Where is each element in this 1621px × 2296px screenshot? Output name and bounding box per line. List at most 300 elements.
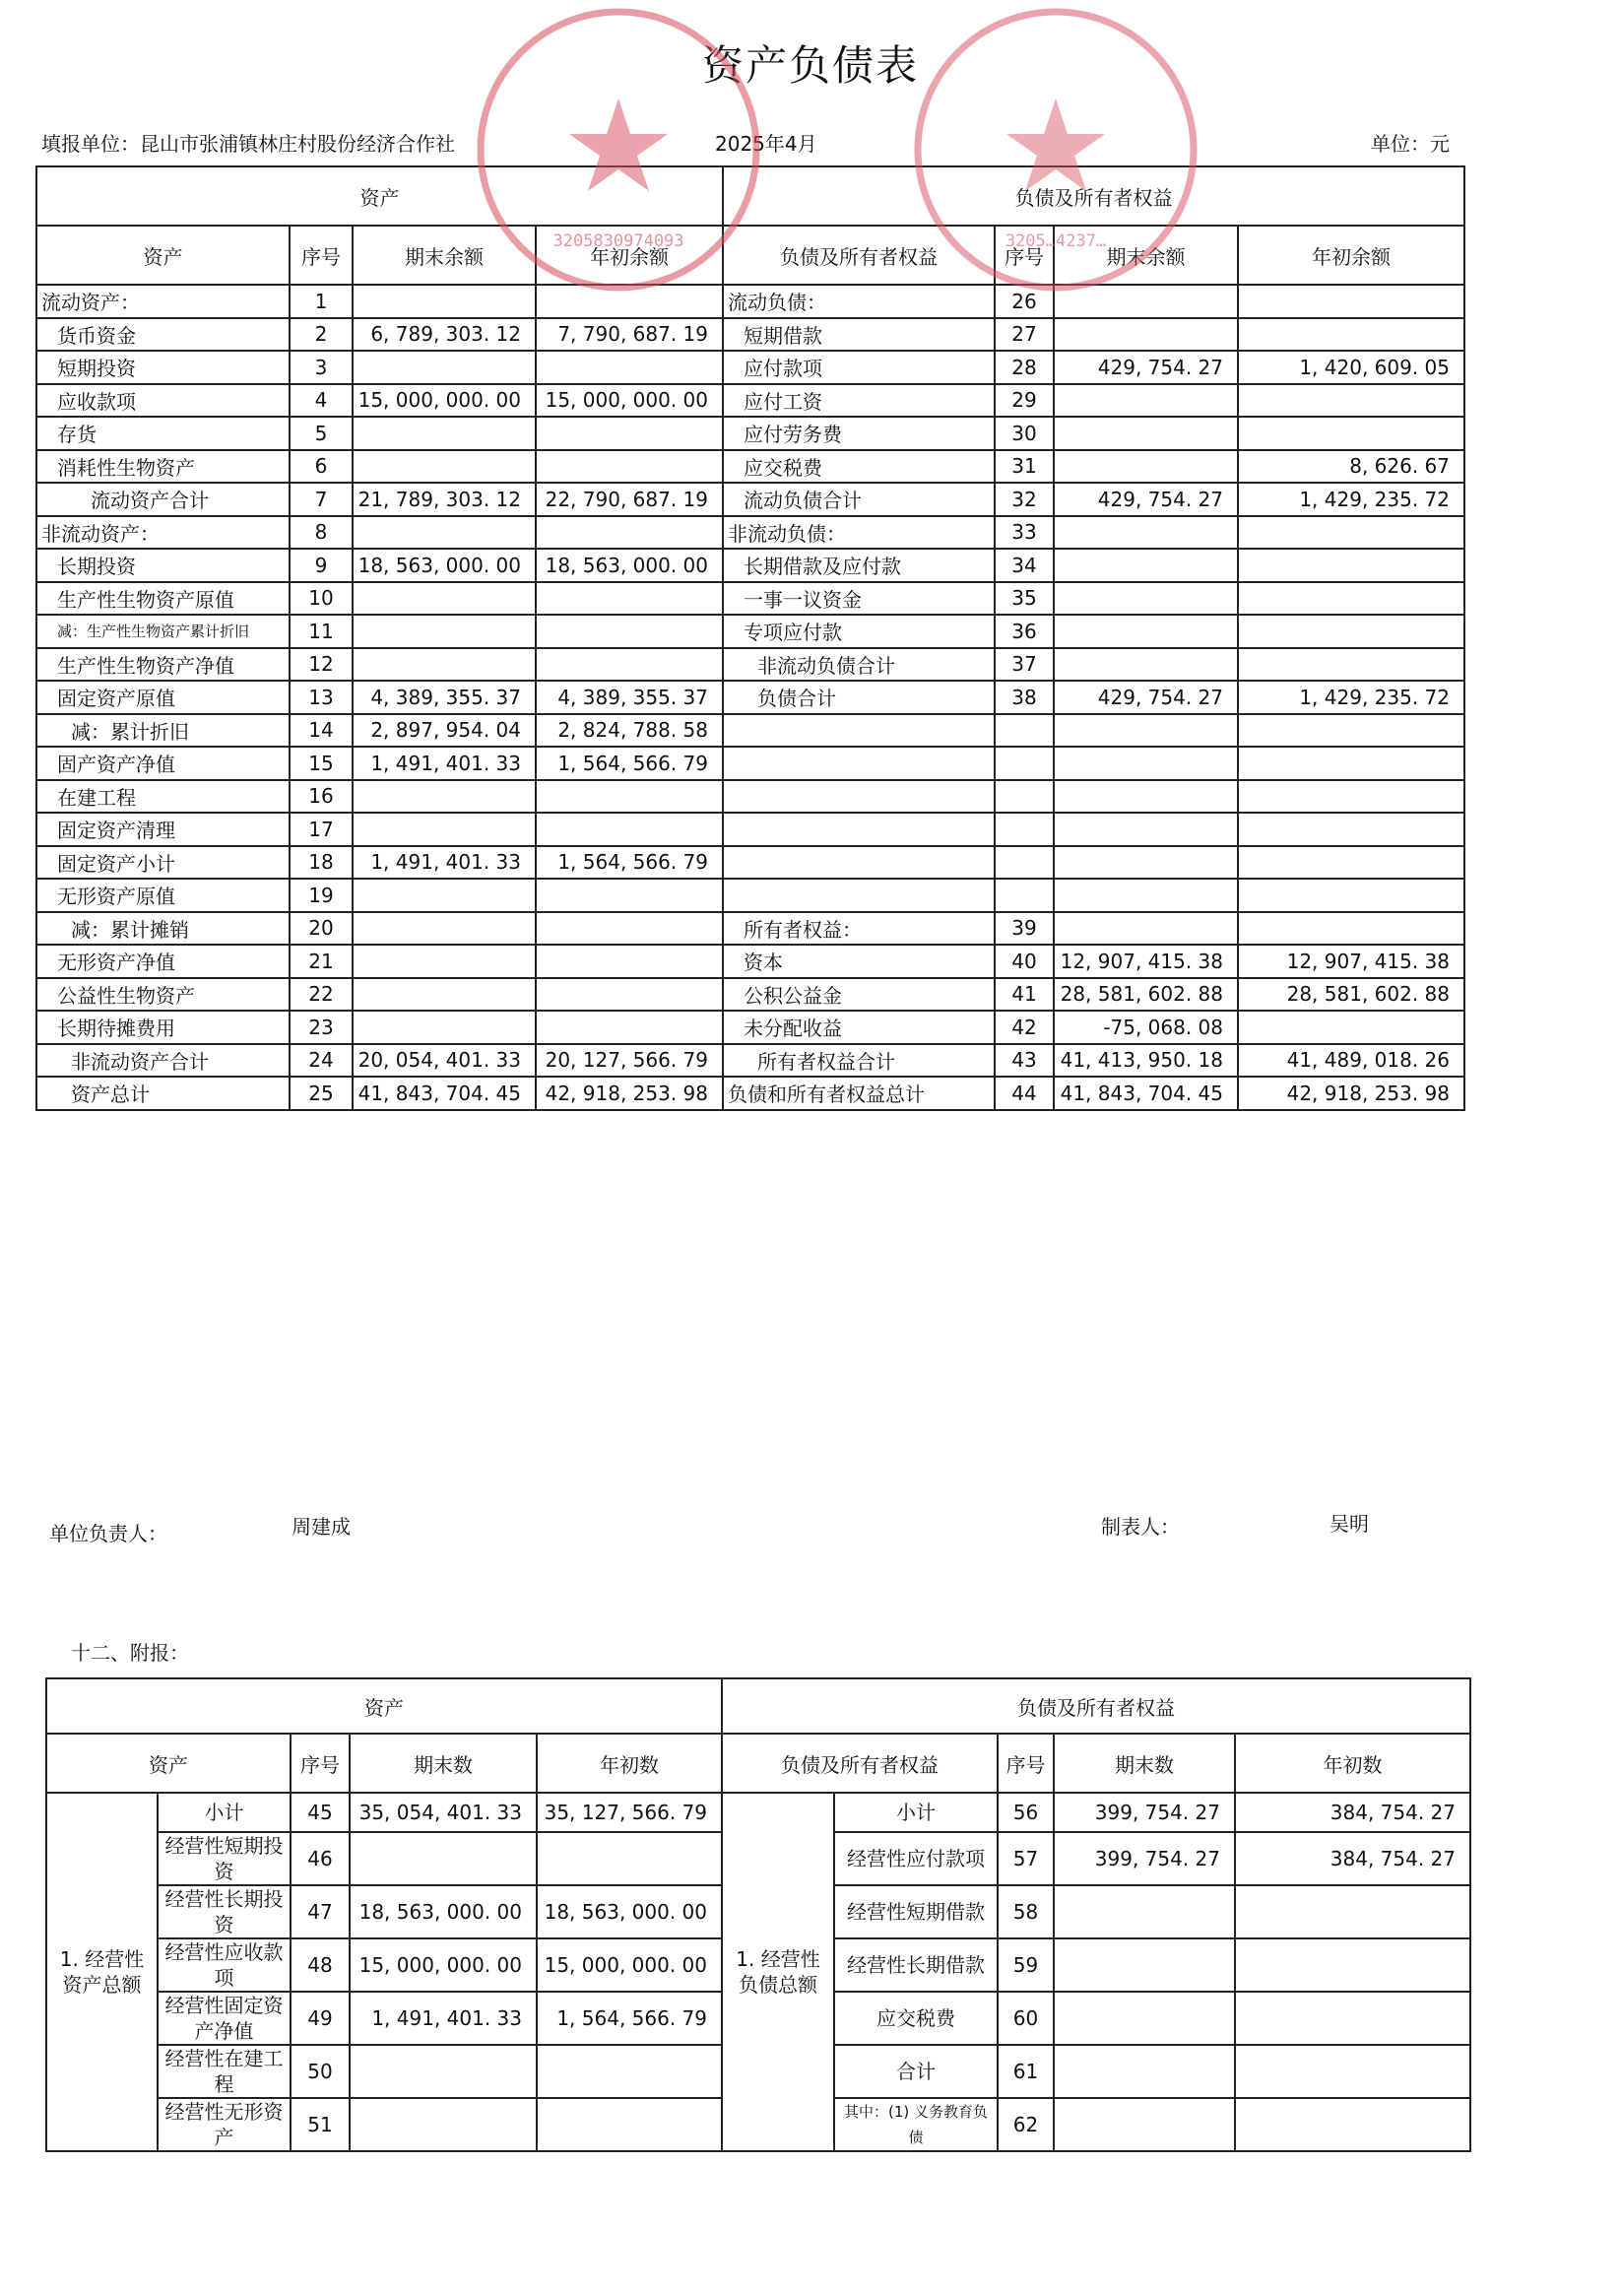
liability-seq: 36: [995, 615, 1054, 648]
balance-row: [36, 1044, 1464, 1078]
liability-item-label: [723, 780, 995, 814]
annex-asset-item: 经营性长期投资: [158, 1885, 291, 1938]
asset-end-balance: 18, 563, 000. 00: [353, 549, 536, 582]
asset-column-header: 资产: [36, 226, 290, 285]
asset-item-label: 生产性生物资产净值: [36, 648, 290, 682]
annex-liability-end: 399, 754. 27: [1054, 1793, 1235, 1832]
annex-asset-item: 小计: [158, 1793, 291, 1832]
liability-begin-balance: [1238, 813, 1464, 846]
left-seal-code: 3205830974093: [552, 231, 684, 251]
asset-seq: 13: [290, 681, 353, 714]
asset-end-balance: 1, 491, 401. 33: [353, 846, 536, 880]
seq-column-header: 序号: [995, 226, 1054, 285]
balance-row: [36, 483, 1464, 516]
liability-begin-balance: 12, 907, 415. 38: [1238, 945, 1464, 978]
asset-item-label: 资产总计: [36, 1077, 290, 1110]
annex-liability-begin: [1235, 1885, 1470, 1938]
asset-item-label: 非流动资产：: [36, 516, 290, 550]
asset-end-balance: 1, 491, 401. 33: [353, 747, 536, 780]
balance-row: [36, 978, 1464, 1012]
liability-item-label: 专项应付款: [723, 615, 995, 648]
asset-end-balance: [353, 780, 536, 814]
asset-seq: 23: [290, 1011, 353, 1044]
annex-liability-end: [1054, 1938, 1235, 1992]
liability-item-label: [723, 879, 995, 912]
liability-begin-balance: 8, 626. 67: [1238, 450, 1464, 484]
asset-item-label: 固定资产小计: [36, 846, 290, 880]
annex-asset-group-label: 1. 经营性资产总额: [46, 1793, 158, 2151]
liability-item-label: 公积公益金: [723, 978, 995, 1012]
annex-seq-column-header: 序号: [291, 1734, 350, 1793]
seq-column-header: 序号: [290, 226, 353, 285]
annex-asset-seq: 50: [291, 2045, 350, 2098]
annex-liability-seq: 62: [998, 2098, 1054, 2151]
asset-begin-balance: [536, 1011, 723, 1044]
balance-row: [36, 846, 1464, 880]
asset-end-balance: 15, 000, 000. 00: [353, 384, 536, 418]
balance-row: [36, 549, 1464, 582]
asset-seq: 6: [290, 450, 353, 484]
annex-asset-seq: 46: [291, 1832, 350, 1885]
annex-seq-column-header: 序号: [998, 1734, 1054, 1793]
liability-item-label: 所有者权益：: [723, 912, 995, 946]
annex-liabilities-group-header: 负债及所有者权益: [722, 1678, 1470, 1734]
asset-begin-balance: 1, 564, 566. 79: [536, 846, 723, 880]
asset-end-balance: [353, 648, 536, 682]
annex-end-column-header: 期末数: [350, 1734, 537, 1793]
asset-end-balance: [353, 945, 536, 978]
liability-seq: 37: [995, 648, 1054, 682]
balance-row: [36, 1011, 1464, 1044]
asset-seq: 14: [290, 714, 353, 748]
asset-end-balance: 20, 054, 401. 33: [353, 1044, 536, 1078]
asset-end-balance: [353, 912, 536, 946]
liability-item-label: 应交税费: [723, 450, 995, 484]
liability-end-balance: [1054, 747, 1238, 780]
liability-seq: 38: [995, 681, 1054, 714]
liability-seq: [995, 813, 1054, 846]
asset-item-label: 固产资产净值: [36, 747, 290, 780]
right-seal-code: 3205…4237…: [1005, 231, 1107, 251]
liability-end-balance: 12, 907, 415. 38: [1054, 945, 1238, 978]
liability-begin-balance: 1, 420, 609. 05: [1238, 351, 1464, 384]
annex-liability-seq: 60: [998, 1992, 1054, 2045]
asset-begin-balance: [536, 516, 723, 550]
asset-end-balance: [353, 285, 536, 318]
annex-asset-begin: 35, 127, 566. 79: [537, 1793, 722, 1832]
annex-asset-item: 经营性固定资产净值: [158, 1992, 291, 2045]
liability-begin-balance: 28, 581, 602. 88: [1238, 978, 1464, 1012]
balance-row: [36, 351, 1464, 384]
asset-seq: 22: [290, 978, 353, 1012]
balance-row: [36, 681, 1464, 714]
liability-begin-balance: 1, 429, 235. 72: [1238, 483, 1464, 516]
report-period: 2025年4月: [715, 132, 817, 156]
annex-end-column-header: 期末数: [1054, 1734, 1235, 1793]
annex-liability-item: 经营性应付款项: [834, 1832, 998, 1885]
asset-item-label: 流动资产合计: [36, 483, 290, 516]
asset-end-balance: 6, 789, 303. 12: [353, 318, 536, 352]
asset-begin-balance: [536, 285, 723, 318]
asset-begin-balance: [536, 879, 723, 912]
liability-column-header: 负债及所有者权益: [723, 226, 995, 285]
reporting-unit: 填报单位：昆山市张浦镇林庄村股份经济合作社: [41, 132, 455, 156]
annex-asset-begin: [537, 2045, 722, 2098]
liability-end-balance: [1054, 285, 1238, 318]
annex-liability-item: 合计: [834, 2045, 998, 2098]
liability-item-label: 负债合计: [723, 681, 995, 714]
liability-end-balance: [1054, 846, 1238, 880]
annex-liability-seq: 58: [998, 1885, 1054, 1938]
liability-begin-balance: 42, 918, 253. 98: [1238, 1077, 1464, 1110]
annex-asset-begin: 18, 563, 000. 00: [537, 1885, 722, 1938]
liability-item-label: 资本: [723, 945, 995, 978]
annex-asset-begin: [537, 2098, 722, 2151]
liability-begin-balance: [1238, 549, 1464, 582]
asset-end-balance: [353, 879, 536, 912]
liability-end-balance: [1054, 516, 1238, 550]
asset-begin-balance: 2, 824, 788. 58: [536, 714, 723, 748]
asset-seq: 20: [290, 912, 353, 946]
asset-item-label: 长期待摊费用: [36, 1011, 290, 1044]
liability-seq: 44: [995, 1077, 1054, 1110]
annex-asset-item: 经营性在建工程: [158, 2045, 291, 2098]
liability-end-balance: 41, 413, 950. 18: [1054, 1044, 1238, 1078]
liability-item-label: 应付款项: [723, 351, 995, 384]
liability-seq: 42: [995, 1011, 1054, 1044]
balance-row: [36, 285, 1464, 318]
asset-begin-balance: 4, 389, 355. 37: [536, 681, 723, 714]
balance-row: [36, 879, 1464, 912]
asset-end-balance: [353, 516, 536, 550]
annex-asset-end: [350, 2045, 537, 2098]
liability-begin-balance: [1238, 318, 1464, 352]
liability-seq: 33: [995, 516, 1054, 550]
annex-liability-item: 经营性长期借款: [834, 1938, 998, 1992]
asset-item-label: 长期投资: [36, 549, 290, 582]
liability-begin-balance: [1238, 384, 1464, 418]
balance-row: [36, 912, 1464, 946]
annex-asset-begin: [537, 1832, 722, 1885]
liability-item-label: 负债和所有者权益总计: [723, 1077, 995, 1110]
liabilities-group-header: 负债及所有者权益: [723, 166, 1464, 226]
annex-liability-begin: 384, 754. 27: [1235, 1832, 1470, 1885]
asset-end-balance: [353, 813, 536, 846]
balance-row: [36, 813, 1464, 846]
liability-seq: 39: [995, 912, 1054, 946]
asset-item-label: 固定资产原值: [36, 681, 290, 714]
document-title: 资产负债表: [701, 41, 919, 90]
liability-begin-balance: [1238, 846, 1464, 880]
liability-end-balance: -75, 068. 08: [1054, 1011, 1238, 1044]
liability-end-balance: 41, 843, 704. 45: [1054, 1077, 1238, 1110]
annex-liability-begin: [1235, 1938, 1470, 1992]
liability-end-balance: [1054, 615, 1238, 648]
liability-begin-balance: [1238, 516, 1464, 550]
liability-end-balance: [1054, 318, 1238, 352]
asset-begin-balance: 42, 918, 253. 98: [536, 1077, 723, 1110]
annex-asset-item: 经营性无形资产: [158, 2098, 291, 2151]
liability-seq: [995, 879, 1054, 912]
liability-end-balance: [1054, 912, 1238, 946]
asset-seq: 15: [290, 747, 353, 780]
asset-seq: 19: [290, 879, 353, 912]
liability-item-label: 短期借款: [723, 318, 995, 352]
liability-seq: 26: [995, 285, 1054, 318]
balance-row: [36, 450, 1464, 484]
liability-seq: [995, 846, 1054, 880]
annex-asset-seq: 49: [291, 1992, 350, 2045]
annex-liability-end: 399, 754. 27: [1054, 1832, 1235, 1885]
liability-end-balance: 429, 754. 27: [1054, 681, 1238, 714]
liability-end-balance: [1054, 417, 1238, 450]
annex-liability-end: [1054, 1992, 1235, 2045]
liability-seq: 40: [995, 945, 1054, 978]
asset-begin-balance: [536, 648, 723, 682]
annex-asset-seq: 51: [291, 2098, 350, 2151]
annex-liability-end: [1054, 2098, 1235, 2151]
end-balance-column-header: 期末余额: [353, 226, 536, 285]
annex-asset-item: 经营性短期投资: [158, 1832, 291, 1885]
liability-end-balance: [1054, 714, 1238, 748]
responsible-person-name: 周建成: [292, 1515, 351, 1539]
asset-begin-balance: [536, 417, 723, 450]
annex-begin-column-header: 年初数: [537, 1734, 722, 1793]
liability-seq: 30: [995, 417, 1054, 450]
asset-item-label: 短期投资: [36, 351, 290, 384]
asset-item-label: 存货: [36, 417, 290, 450]
balance-row: [36, 648, 1464, 682]
asset-end-balance: 2, 897, 954. 04: [353, 714, 536, 748]
annex-asset-end: 1, 491, 401. 33: [350, 1992, 537, 2045]
asset-item-label: 公益性生物资产: [36, 978, 290, 1012]
liability-item-label: [723, 747, 995, 780]
liability-item-label: 一事一议资金: [723, 582, 995, 616]
balance-row: [36, 615, 1464, 648]
asset-item-label: 减：累计摊销: [36, 912, 290, 946]
liability-begin-balance: [1238, 879, 1464, 912]
asset-begin-balance: [536, 978, 723, 1012]
asset-seq: 4: [290, 384, 353, 418]
asset-seq: 2: [290, 318, 353, 352]
annex-liability-begin: [1235, 2045, 1470, 2098]
liability-end-balance: [1054, 384, 1238, 418]
balance-row: [36, 582, 1464, 616]
currency-unit: 单位：元: [1371, 132, 1450, 156]
asset-seq: 21: [290, 945, 353, 978]
annex-liability-begin: 384, 754. 27: [1235, 1793, 1470, 1832]
liability-seq: 28: [995, 351, 1054, 384]
liability-seq: [995, 714, 1054, 748]
annex-liability-seq: 61: [998, 2045, 1054, 2098]
asset-end-balance: [353, 582, 536, 616]
annex-asset-end: [350, 2098, 537, 2151]
balance-row: [36, 516, 1464, 550]
begin-balance-column-header: 年初余额: [1238, 226, 1464, 285]
asset-begin-balance: 20, 127, 566. 79: [536, 1044, 723, 1078]
responsible-person-label: 单位负责人：: [49, 1522, 167, 1545]
liability-seq: 34: [995, 549, 1054, 582]
annex-liability-item: 其中：(1) 义务教育负债: [834, 2098, 998, 2151]
liability-end-balance: [1054, 450, 1238, 484]
asset-seq: 7: [290, 483, 353, 516]
asset-begin-balance: [536, 582, 723, 616]
liability-end-balance: 429, 754. 27: [1054, 351, 1238, 384]
asset-seq: 12: [290, 648, 353, 682]
liability-item-label: [723, 846, 995, 880]
asset-item-label: 流动资产：: [36, 285, 290, 318]
liability-end-balance: [1054, 549, 1238, 582]
annex-asset-column-header: 资产: [46, 1734, 291, 1793]
asset-begin-balance: 1, 564, 566. 79: [536, 747, 723, 780]
liability-begin-balance: [1238, 780, 1464, 814]
balance-row: [36, 318, 1464, 352]
liability-seq: 35: [995, 582, 1054, 616]
asset-end-balance: [353, 450, 536, 484]
liability-begin-balance: [1238, 648, 1464, 682]
balance-row: [36, 384, 1464, 418]
asset-begin-balance: [536, 813, 723, 846]
liability-begin-balance: 1, 429, 235. 72: [1238, 681, 1464, 714]
annex-table: [45, 1677, 1471, 2152]
annex-asset-seq: 47: [291, 1885, 350, 1938]
asset-item-label: 生产性生物资产原值: [36, 582, 290, 616]
asset-end-balance: [353, 417, 536, 450]
balance-sheet-table: [35, 165, 1465, 1111]
annex-liability-begin: [1235, 2098, 1470, 2151]
annex-asset-seq: 45: [291, 1793, 350, 1832]
liability-item-label: 流动负债：: [723, 285, 995, 318]
asset-seq: 5: [290, 417, 353, 450]
annex-begin-column-header: 年初数: [1235, 1734, 1470, 1793]
liability-end-balance: [1054, 648, 1238, 682]
liability-end-balance: 429, 754. 27: [1054, 483, 1238, 516]
asset-item-label: 在建工程: [36, 780, 290, 814]
liability-item-label: 应付劳务费: [723, 417, 995, 450]
end-balance-column-header: 期末余额: [1054, 226, 1238, 285]
liability-end-balance: [1054, 582, 1238, 616]
annex-asset-item: 经营性应收款项: [158, 1938, 291, 1992]
asset-begin-balance: 15, 000, 000. 00: [536, 384, 723, 418]
asset-begin-balance: [536, 912, 723, 946]
annex-liability-end: [1054, 1885, 1235, 1938]
asset-end-balance: [353, 978, 536, 1012]
annex-liability-seq: 57: [998, 1832, 1054, 1885]
annex-liability-seq: 56: [998, 1793, 1054, 1832]
liability-seq: 31: [995, 450, 1054, 484]
balance-row: [36, 945, 1464, 978]
liability-end-balance: [1054, 813, 1238, 846]
asset-begin-balance: [536, 945, 723, 978]
annex-row: [46, 1793, 1470, 1832]
asset-seq: 3: [290, 351, 353, 384]
asset-end-balance: 41, 843, 704. 45: [353, 1077, 536, 1110]
annex-asset-end: 18, 563, 000. 00: [350, 1885, 537, 1938]
balance-row: [36, 714, 1464, 748]
annex-asset-begin: 1, 564, 566. 79: [537, 1992, 722, 2045]
liability-begin-balance: [1238, 714, 1464, 748]
asset-item-label: 消耗性生物资产: [36, 450, 290, 484]
asset-begin-balance: [536, 450, 723, 484]
asset-item-label: 应收款项: [36, 384, 290, 418]
liability-item-label: 非流动负债：: [723, 516, 995, 550]
liability-begin-balance: [1238, 615, 1464, 648]
liability-seq: 41: [995, 978, 1054, 1012]
asset-item-label: 非流动资产合计: [36, 1044, 290, 1078]
asset-end-balance: [353, 1011, 536, 1044]
liability-item-label: 未分配收益: [723, 1011, 995, 1044]
asset-end-balance: [353, 615, 536, 648]
liability-item-label: 长期借款及应付款: [723, 549, 995, 582]
liability-item-label: [723, 813, 995, 846]
asset-begin-balance: [536, 351, 723, 384]
liability-seq: [995, 780, 1054, 814]
asset-item-label: 固定资产清理: [36, 813, 290, 846]
balance-row: [36, 747, 1464, 780]
liability-begin-balance: 41, 489, 018. 26: [1238, 1044, 1464, 1078]
liability-begin-balance: [1238, 285, 1464, 318]
asset-seq: 16: [290, 780, 353, 814]
balance-row: [36, 1077, 1464, 1110]
liability-end-balance: [1054, 879, 1238, 912]
liability-begin-balance: [1238, 582, 1464, 616]
annex-assets-group-header: 资产: [46, 1678, 722, 1734]
annex-liability-column-header: 负债及所有者权益: [722, 1734, 998, 1793]
assets-group-header: 资产: [36, 166, 723, 226]
asset-begin-balance: 18, 563, 000. 00: [536, 549, 723, 582]
asset-end-balance: [353, 351, 536, 384]
asset-begin-balance: [536, 615, 723, 648]
liability-item-label: 应付工资: [723, 384, 995, 418]
liability-seq: 29: [995, 384, 1054, 418]
asset-end-balance: 4, 389, 355. 37: [353, 681, 536, 714]
asset-seq: 8: [290, 516, 353, 550]
asset-item-label: 无形资产净值: [36, 945, 290, 978]
annex-liability-item: 小计: [834, 1793, 998, 1832]
asset-begin-balance: 7, 790, 687. 19: [536, 318, 723, 352]
annex-liability-seq: 59: [998, 1938, 1054, 1992]
liability-seq: [995, 747, 1054, 780]
liability-begin-balance: [1238, 912, 1464, 946]
asset-seq: 24: [290, 1044, 353, 1078]
liability-seq: 27: [995, 318, 1054, 352]
annex-liability-begin: [1235, 1992, 1470, 2045]
begin-balance-column-header: 年初余额: [536, 226, 723, 285]
annex-title: 十二、附报：: [71, 1641, 189, 1665]
asset-seq: 18: [290, 846, 353, 880]
annex-asset-seq: 48: [291, 1938, 350, 1992]
liability-item-label: 流动负债合计: [723, 483, 995, 516]
liability-seq: 32: [995, 483, 1054, 516]
asset-item-label: 减：累计折旧: [36, 714, 290, 748]
liability-end-balance: 28, 581, 602. 88: [1054, 978, 1238, 1012]
liability-seq: 43: [995, 1044, 1054, 1078]
asset-item-label: 无形资产原值: [36, 879, 290, 912]
asset-end-balance: 21, 789, 303. 12: [353, 483, 536, 516]
liability-item-label: 所有者权益合计: [723, 1044, 995, 1078]
liability-item-label: 非流动负债合计: [723, 648, 995, 682]
annex-liability-item: 应交税费: [834, 1992, 998, 2045]
asset-seq: 10: [290, 582, 353, 616]
asset-begin-balance: [536, 780, 723, 814]
liability-item-label: [723, 714, 995, 748]
asset-seq: 11: [290, 615, 353, 648]
asset-seq: 25: [290, 1077, 353, 1110]
annex-liability-group-label: 1. 经营性负债总额: [722, 1793, 834, 2151]
balance-row: [36, 417, 1464, 450]
preparer-name: 吴明: [1329, 1512, 1369, 1536]
asset-seq: 17: [290, 813, 353, 846]
